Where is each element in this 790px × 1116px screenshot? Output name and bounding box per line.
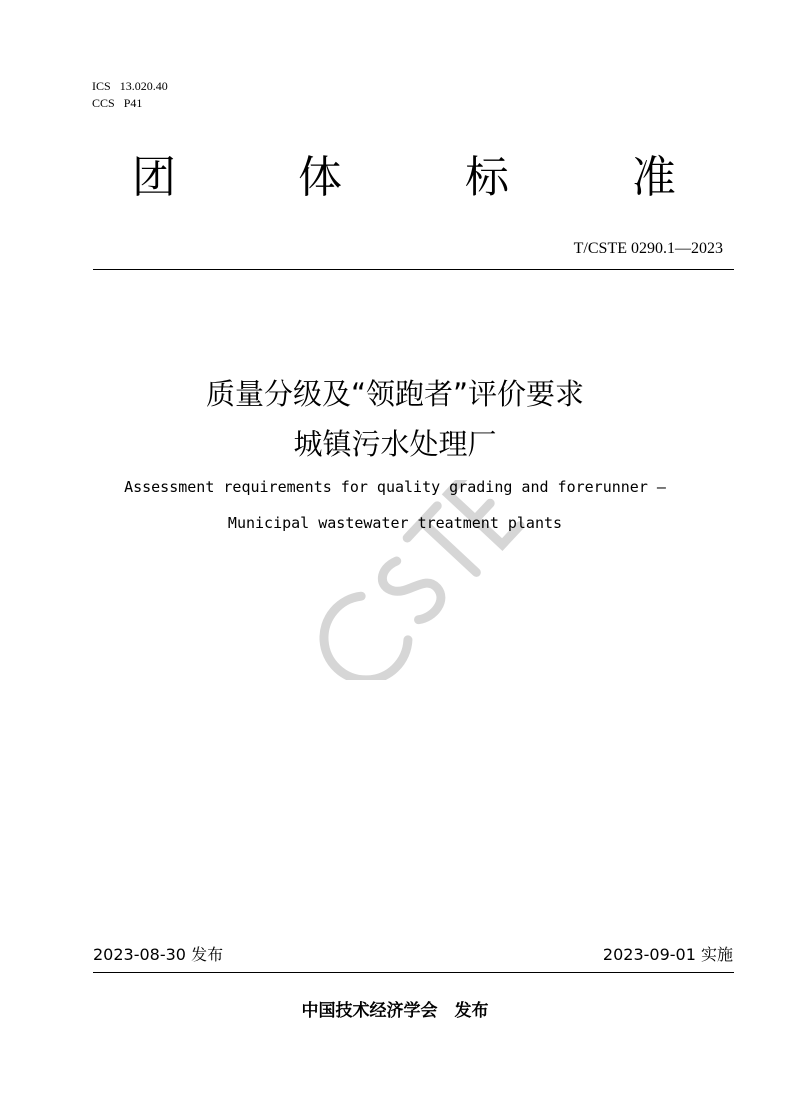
implementation-date: 2023-09-01 实施 <box>602 945 733 964</box>
cste-watermark <box>290 480 550 680</box>
publisher: 中国技术经济学会 发布 <box>301 1001 489 1021</box>
title-en-line2: Municipal wastewater treatment plants <box>227 514 563 532</box>
title-cn-line2: 城镇污水处理厂 <box>293 427 497 461</box>
ccs-code-line <box>92 95 142 111</box>
title-en-line1: Assessment requirements for quality grading and forerunner — <box>124 478 666 496</box>
header-char-3: 标 <box>465 152 509 203</box>
header-char-2: 体 <box>298 152 342 203</box>
standard-number: T/CSTE 0290.1—2023 <box>573 240 723 257</box>
ics-code-line <box>92 78 168 94</box>
ics-label: ICS <box>92 79 111 93</box>
issue-date: 2023-08-30 发布 <box>93 945 224 964</box>
watermark-letter-s <box>376 553 448 624</box>
ics-code: 13.020.40 <box>119 79 168 93</box>
watermark-letter-c <box>307 589 416 680</box>
ccs-code: P41 <box>123 96 143 110</box>
footer-rule <box>93 972 734 973</box>
header-rule <box>93 269 734 270</box>
title-cn-line1: 质量分级及“领跑者”评价要求 <box>205 377 585 411</box>
header-char-4: 准 <box>632 152 676 203</box>
ccs-label: CCS <box>92 96 115 110</box>
header-char-1: 团 <box>132 152 176 203</box>
